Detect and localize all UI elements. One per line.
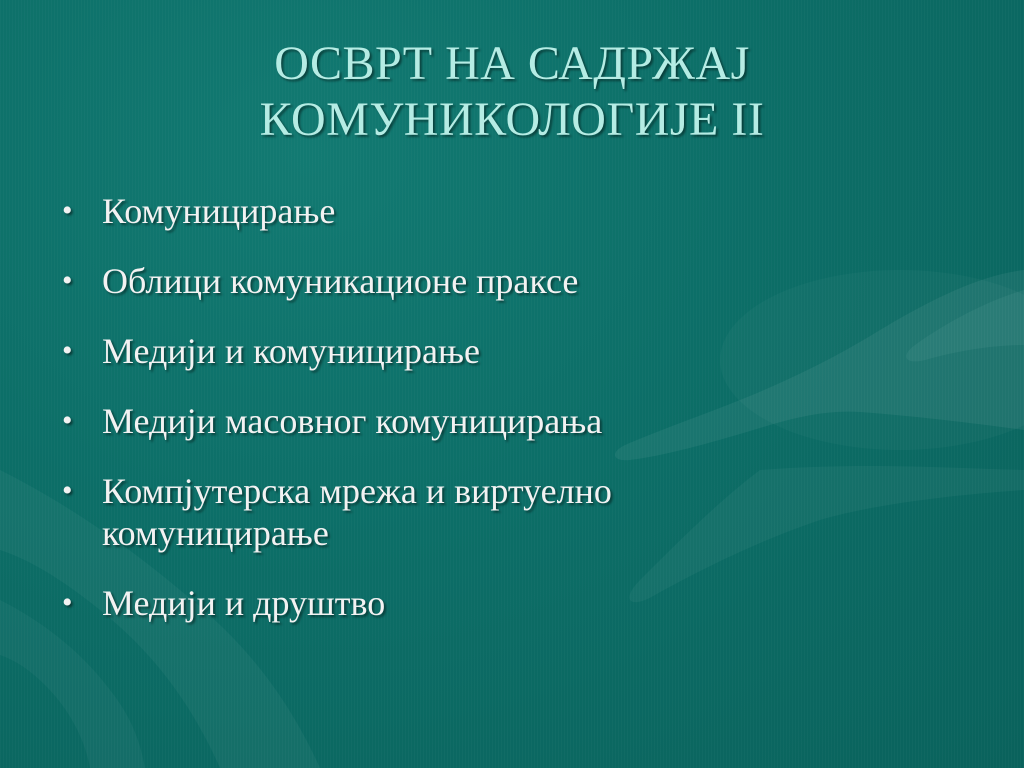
slide-title xyxy=(0,36,1024,148)
bullet-item-text: Комуницирање xyxy=(102,191,336,231)
bullet-item-text-line-1: Компјутерска мрежа и виртуелно xyxy=(102,471,612,511)
bullet-item-komuniciranje xyxy=(58,190,958,232)
bullet-item-mediji-komuniciranje xyxy=(58,330,958,372)
bullet-icon: • xyxy=(62,474,73,507)
bullet-icon: • xyxy=(62,264,73,297)
slide-title-line-1: ОСВРТ НА САДРЖАЈ xyxy=(274,37,750,90)
bullet-item-mediji-drustvo xyxy=(58,582,958,624)
bullet-item-text: Медији и комуницирање xyxy=(102,331,480,371)
bullet-item-text: Медији масовног комуницирања xyxy=(102,401,603,441)
bullet-item-text: Облици комуникационе праксе xyxy=(102,261,579,301)
bullet-list xyxy=(58,190,958,652)
bullet-item-oblici-prakse xyxy=(58,260,958,302)
bullet-item-mediji-masovnog xyxy=(58,400,958,442)
bullet-item-text-line-2: комуницирање xyxy=(102,513,329,553)
bullet-icon: • xyxy=(62,404,73,437)
bullet-icon: • xyxy=(62,586,73,619)
bullet-item-text: Медији и друштво xyxy=(102,583,386,623)
bullet-item-kompjuterska-mreza xyxy=(58,470,958,554)
bullet-icon: • xyxy=(62,194,73,227)
slide-title-line-2: КОМУНИКОЛОГИЈЕ II xyxy=(259,93,765,146)
bullet-icon: • xyxy=(62,334,73,367)
